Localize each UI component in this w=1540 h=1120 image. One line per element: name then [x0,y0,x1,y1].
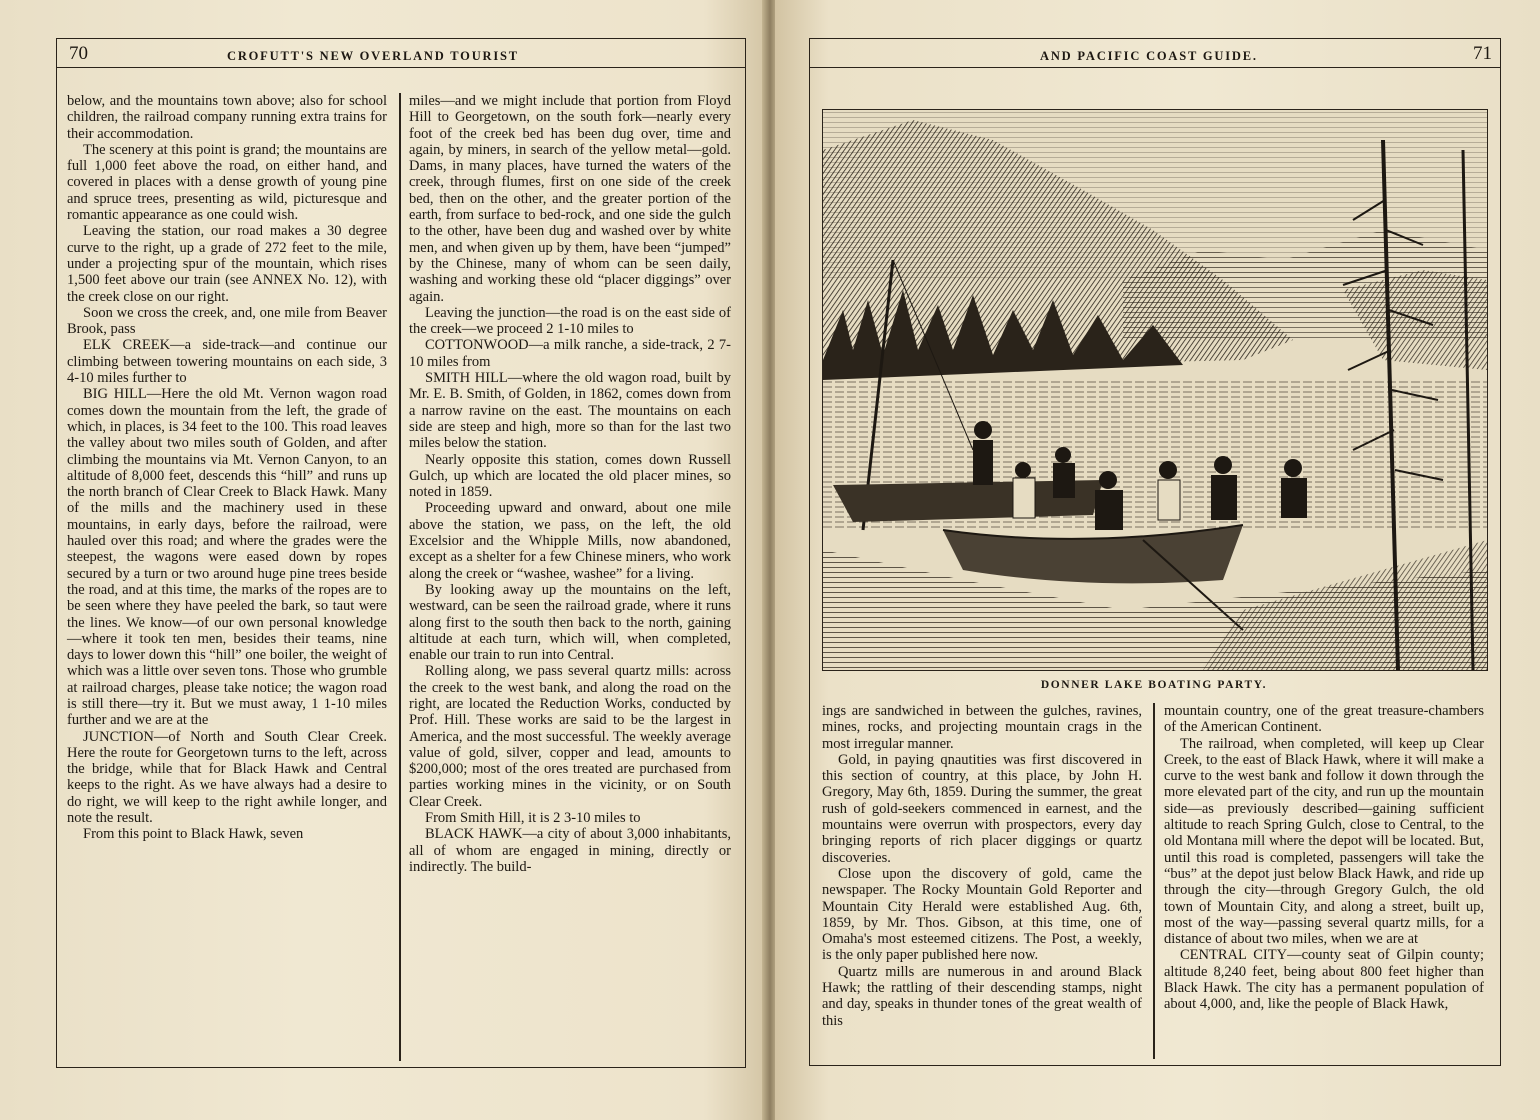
left-column-2 [409,93,731,875]
left-page-frame [56,38,746,1068]
column-divider [1153,703,1155,1059]
paragraph: From this point to Black Hawk, seven [83,826,304,843]
paragraph: SMITH HILL—where the old wagon road, built by Mr. E. B. Smith, of Golden, in 1862, comes down from a narrow ravine on the east. The mountains on each side are steep and high, more so than for the last two miles below the station. [409,370,731,452]
donner-lake-engraving [822,109,1488,671]
paragraph: Close upon the discovery of gold, came the newspaper. The Rocky Mountain Gold Reporter and Mountain City Herald were established Aug. 6th, 1859, by Mr. Thos. Gibson, at this time, one of Omaha's most esteemed citizens. The Post, a weekly, is the only paper published here now. [822,865,1142,964]
paragraph: Gold, in paying qnautities was first discovered in this section of country, at this place, by John H. Gregory, May 6th, 1859. During the summer, the great rush of gold-seekers commenced in earnest, and the mountains were overrun with prospectors, every day bringing reports of rich placer diggings or quartz discoveries. [822,751,1142,866]
paragraph: miles—and we might include that portion from Floyd Hill to Georgetown, on the south fork—nearly every foot of the creek bed has been dug over, time and again, by miners, in search of the yellow metal—gold. Dams, in many places, have turned the waters of the creek, through flumes, first on one side of the creek bed, then on the other, and the greater portion of the earth, from surface to bed-rock, and one side the gulch to the other, have been dug and washed over by white men, and when given up by them, have been “jumped” by the Chinese, many of whom can be seen daily, washing and working these old “placer diggings” over again. [409,93,731,305]
paragraph: Quartz mills are numerous in and around Black Hawk; the rattling of their descending stamps, night and day, speaks in thunder tones of the great wealth of this [822,963,1142,1029]
left-page-number: 70 [69,43,88,64]
right-header [810,39,1500,68]
paragraph: From Smith Hill, it is 2 3-10 miles to [425,810,641,827]
right-page [775,0,1540,1120]
paragraph: BLACK HAWK—a city of about 3,000 inhabitants, all of whom are engaged in mining, directly or indirectly. The build- [409,826,731,875]
paragraph: ings are sandwiched in between the gulches, ravines, mines, rocks, and projecting mountain crags in the most irregular manner. [822,703,1142,752]
paragraph: below, and the mountains town above; also for school children, the railroad company running extra trains for their accommodation. [67,93,387,142]
right-column-2 [1164,703,1484,1013]
right-page-frame [809,38,1501,1066]
paragraph: COTTONWOOD—a milk ranche, a side-track, 2 7-10 miles from [409,337,731,370]
paragraph: ELK CREEK—a side-track—and continue our climbing between towering mountains on each side, 3 4-10 miles further to [67,337,387,387]
right-running-title: AND PACIFIC COAST GUIDE. [1040,49,1258,63]
paragraph: The scenery at this point is grand; the mountains are full 1,000 feet above the road, on either hand, and covered in places with a dense growth of young pine and spruce trees, presenting as wild, picturesque and romantic appearance as one could wish. [67,141,387,224]
paragraph: Leaving the junction—the road is on the east side of the creek—we proceed 2 1-10 miles to [409,304,731,338]
paragraph: JUNCTION—of North and South Clear Creek. Here the route for Georgetown turns to the left, across the bridge, while that for Black Hawk and Central keeps to the right. As we have always had a desire to do right, we will keep to the right awhile longer, and note the result. [67,728,387,827]
right-column-1 [822,703,1142,1029]
left-header [57,39,745,68]
paragraph: CENTRAL CITY—county seat of Gilpin county; altitude 8,240 feet, being about 800 feet higher than Black Hawk. The city has a permanent population of about 4,000, and, like the people of Black Hawk, [1164,947,1484,1013]
paragraph: Soon we cross the creek, and, one mile from Beaver Brook, pass [67,304,387,338]
right-page-number: 71 [1473,43,1492,64]
paragraph: mountain country, one of the great treasure-chambers of the American Continent. [1164,703,1484,736]
paragraph: Nearly opposite this station, comes down Russell Gulch, up which are located the old placer mines, so noted in 1859. [409,451,731,501]
left-column-1 [67,93,387,843]
paragraph: Proceeding upward and onward, about one mile above the station, we pass, on the left, the old Excelsior and the Whipple Mills, now abandoned, except as a shelter for a few Chinese miners, who work along the creek or “washee, washee” for a living. [409,500,731,582]
paragraph: By looking away up the mountains on the left, westward, can be seen the railroad grade, where it runs along first to the south then back to the north, gaining altitude at each turn, which will, when completed, enable our train to run into Central. [409,581,731,664]
paragraph: BIG HILL—Here the old Mt. Vernon wagon road comes down the mountain from the left, the grade of which, in places, is 34 feet to the 100. This road leaves the valley about two miles south of Golden, and after climbing the mountains via Mt. Vernon Canyon, to an altitude of 8,000 feet, descends this “hill” and runs up the north branch of Clear Creek to Black Hawk. Many of the mills and the machinery used in these mountains, in early days, before the railroad, were hauled over this road; and where the grades were the steepest, the wagons were eased down by ropes secured by a turn or two around huge pine trees beside the road, and at this time, the marks of the ropes are to be seen where they have peeled the bark, so taut were the lines. We know—of our own personal knowledge—where it took ten men, besides their teams, nine days to lower down this “hill” one boiler, the weight of which was a little over seven tons. Those who grumble at railroad charges, please take notice; the wagon road is still there—try it. But we must away, 1 1-10 miles further and we are at the [67,386,387,729]
column-divider [399,93,401,1061]
left-running-title: CROFUTT'S NEW OVERLAND TOURIST [227,49,519,63]
left-page [0,0,765,1120]
paragraph: Rolling along, we pass several quartz mills: across the creek to the west bank, and along the road on the right, are located the Reduction Works, conducted by Prof. Hill. These works are said to be the largest in America, and the most successful. The weekly average value of gold, silver, copper and lead, amounts to $200,000; most of the ores treated are purchased from parties working mines in the vicinity, or on South Clear Creek. [409,663,731,810]
paragraph: The railroad, when completed, will keep up Clear Creek, to the east of Black Hawk, where it will make a curve to the west bank and follow it down through the more elevated part of the city, and run up the mountain side—as previously described—gaining sufficient altitude to reach Spring Gulch, close to Central, to the old Montana mill where the depot will be located. But, until this road is completed, passengers will take the “bus” at the depot just below Black Hawk, and ride up through the city—through Gregory Gulch, the old town of Mountain City, and along a street, built up, most of the way—passing several quartz mills, for a distance of about two miles, when we are at [1164,735,1484,948]
engraving-image [823,110,1487,670]
paragraph: Leaving the station, our road makes a 30 degree curve to the right, up a grade of 272 feet to the mile, under a projecting spur of the mountain, which rises 1,500 feet above our train (see ANNEX No. 12), with the creek close on our right. [67,223,387,305]
illustration-caption: DONNER LAKE BOATING PARTY. [1040,679,1268,691]
